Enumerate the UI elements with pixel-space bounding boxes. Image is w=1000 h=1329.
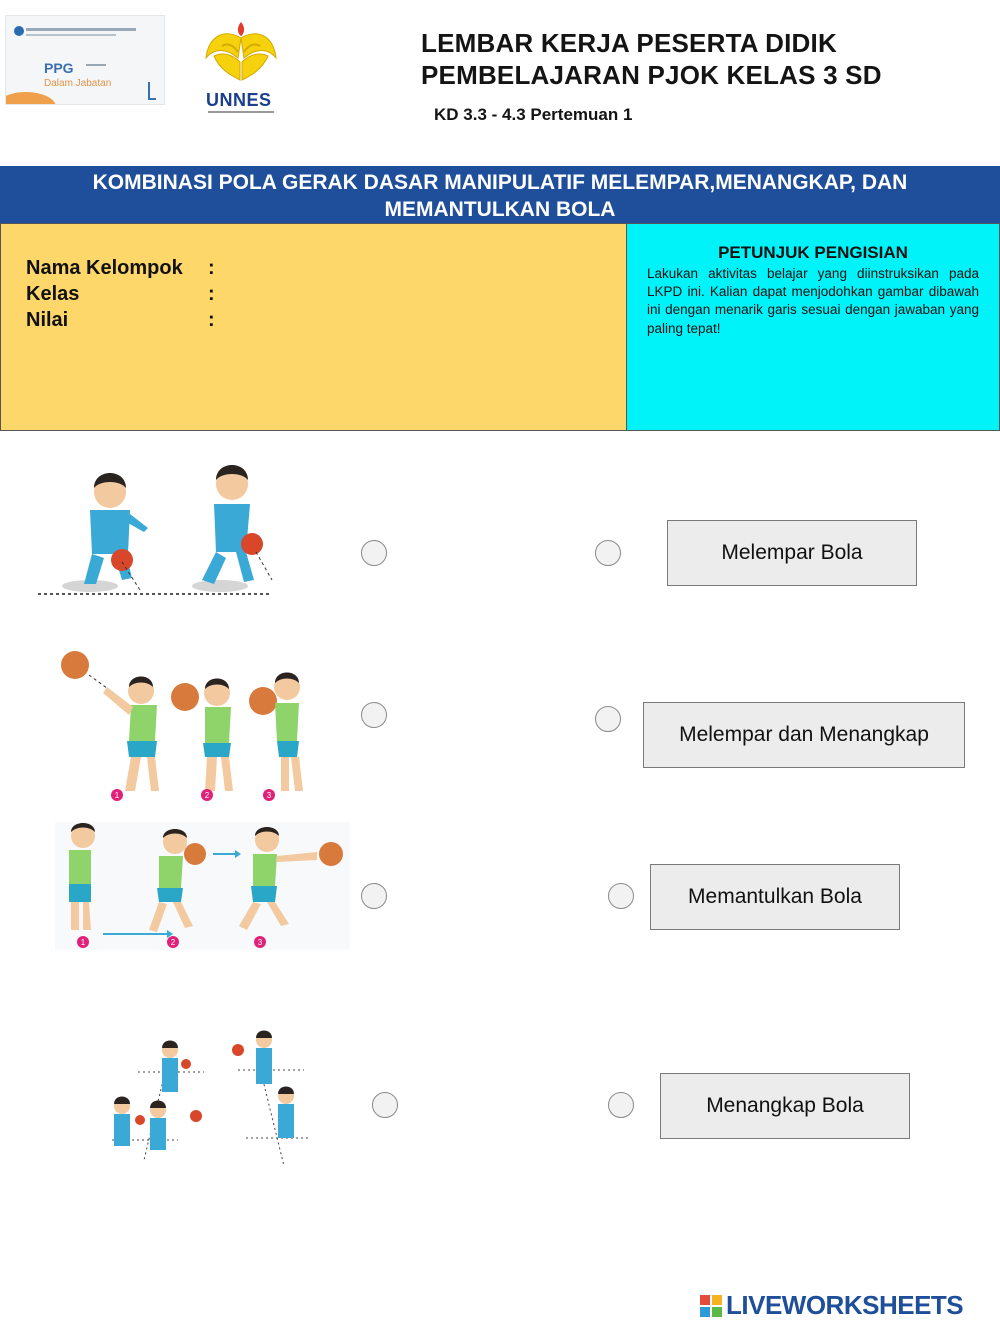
worksheet-title-line-2: PEMBELAJARAN PJOK KELAS 3 SD — [421, 60, 882, 90]
instructions-body: Lakukan aktivitas belajar yang diinstruksikan pada LKPD ini. Kalian dapat menjodohkan gambar dibawah ini dengan menarik garis sesuai dengan jawaban yang paling tepat! — [647, 266, 979, 336]
picture-3-connector[interactable] — [361, 883, 387, 909]
answer-melempar-bola[interactable]: Melempar Bola — [667, 520, 917, 586]
field-class — [26, 281, 228, 307]
picture-1-connector[interactable] — [361, 540, 387, 566]
answer-4-connector[interactable] — [608, 1092, 634, 1118]
step-marker: 2 — [204, 791, 210, 800]
picture-4-connector[interactable] — [372, 1092, 398, 1118]
liveworksheets-logo — [700, 1290, 963, 1321]
step-marker: 3 — [266, 791, 272, 800]
unnes-logo — [200, 18, 282, 116]
field-colon: : — [208, 257, 215, 279]
step-marker: 1 — [114, 791, 120, 800]
answer-1-connector[interactable] — [595, 540, 621, 566]
liveworksheets-brand: LIVEWORKSHEETS — [726, 1290, 964, 1320]
throw-catch-group-illustration — [108, 1030, 318, 1172]
step-marker: 1 — [80, 938, 86, 947]
answer-melempar-dan-menangkap[interactable]: Melempar dan Menangkap — [643, 702, 965, 768]
worksheet-title-line-1: LEMBAR KERJA PESERTA DIDIK — [421, 28, 837, 58]
field-label: Kelas — [26, 283, 80, 305]
answer-menangkap-bola[interactable]: Menangkap Bola — [660, 1073, 910, 1139]
liveworksheets-grid-icon — [700, 1295, 722, 1317]
instructions-title: PETUNJUK PENGISIAN — [718, 243, 908, 262]
answer-2-connector[interactable] — [595, 706, 621, 732]
ppg-logo-title: PPG — [44, 60, 74, 76]
topic-banner-line-1: KOMBINASI POLA GERAK DASAR MANIPULATIF MELEMPAR,MENANGKAP, DAN — [92, 171, 908, 194]
field-group-name — [26, 255, 228, 281]
ppg-logo-subtitle: Dalam Jabatan — [44, 78, 112, 89]
field-score — [26, 307, 228, 333]
ppg-logo — [5, 15, 165, 105]
identity-fields — [26, 255, 228, 333]
picture-2-connector[interactable] — [361, 702, 387, 728]
topic-banner-line-2: MEMANTULKAN BOLA — [384, 198, 616, 221]
kemdikbud-emblem-icon — [14, 26, 24, 36]
catching-illustration — [55, 645, 310, 805]
step-marker: 3 — [257, 938, 263, 947]
topic-banner — [0, 166, 1000, 223]
unnes-logo-title: UNNES — [206, 90, 272, 110]
unnes-emblem-icon — [200, 18, 282, 90]
field-label: Nama Kelompok — [26, 257, 183, 279]
dribbling-illustration — [30, 462, 280, 604]
field-label: Nilai — [26, 309, 69, 331]
answer-3-connector[interactable] — [608, 883, 634, 909]
kd-subtitle: KD 3.3 - 4.3 Pertemuan 1 — [434, 105, 633, 124]
answer-memantulkan-bola[interactable]: Memantulkan Bola — [650, 864, 900, 930]
throwing-illustration — [55, 822, 350, 950]
field-colon: : — [208, 283, 215, 305]
field-colon: : — [208, 309, 215, 331]
step-marker: 2 — [170, 938, 176, 947]
